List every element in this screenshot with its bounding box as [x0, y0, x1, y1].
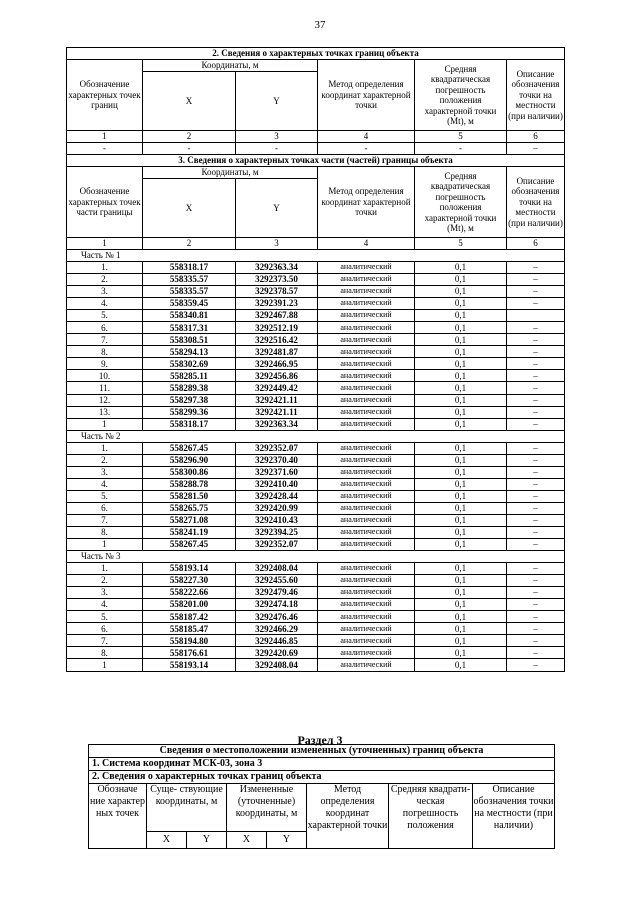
x-coord: 558185.47 [143, 623, 236, 635]
point-id: 7. [67, 635, 143, 647]
point-id: 1. [67, 442, 143, 454]
y-coord: 3292391.23 [236, 298, 318, 310]
x-coord: 558318.17 [143, 262, 236, 274]
table-row [67, 526, 565, 538]
column-numbers-row: 1 2 3 4 5 6 [67, 131, 565, 143]
y-coord: 3292428.44 [236, 490, 318, 502]
point-id: 5. [67, 490, 143, 502]
accuracy: 0,1 [415, 358, 507, 370]
x-coord: 558267.45 [143, 442, 236, 454]
points-table [66, 47, 565, 672]
table-row [67, 382, 565, 394]
accuracy: 0,1 [415, 310, 507, 322]
point-id: 6. [67, 322, 143, 334]
description: – [507, 334, 565, 346]
x-coord: 558297.38 [143, 394, 236, 406]
description: – [507, 502, 565, 514]
y-coord: 3292467.88 [236, 310, 318, 322]
accuracy: 0,1 [415, 647, 507, 659]
accuracy: 0,1 [415, 466, 507, 478]
column-numbers-row-2: 1 2 3 4 5 6 [67, 238, 565, 250]
part-label: Часть № 1 [67, 250, 565, 262]
y-coord: 3292455.60 [236, 575, 318, 587]
y-coord: 3292420.69 [236, 647, 318, 659]
header-description-3: Описание обозначения точки на местности (при наличии) [473, 784, 555, 849]
changed-boundaries-title: Сведения о местоположении измененных (уточненных) границ объекта [89, 745, 555, 758]
x-coord: 558241.19 [143, 526, 236, 538]
header-method-2: Метод определения координат характерной точки [318, 167, 415, 238]
method: аналитический [318, 298, 415, 310]
accuracy: 0,1 [415, 563, 507, 575]
method: аналитический [318, 310, 415, 322]
y-coord: 3292512.19 [236, 322, 318, 334]
accuracy: 0,1 [415, 370, 507, 382]
point-id: 4. [67, 599, 143, 611]
table-row [67, 298, 565, 310]
description: – [507, 298, 565, 310]
accuracy: 0,1 [415, 406, 507, 418]
point-id: 8. [67, 647, 143, 659]
table-row [67, 334, 565, 346]
table-row [67, 478, 565, 490]
header-point-label-3: Обозначе ние характер ных точек [89, 784, 147, 849]
part-row [67, 551, 565, 563]
header-existing-x: X [147, 832, 187, 849]
description: – [507, 418, 565, 430]
description: – [507, 623, 565, 635]
description: – [507, 635, 565, 647]
x-coord: 558227.30 [143, 575, 236, 587]
description: – [507, 478, 565, 490]
description: – [507, 370, 565, 382]
table-row [67, 322, 565, 334]
x-coord: 558201.00 [143, 599, 236, 611]
accuracy: 0,1 [415, 599, 507, 611]
x-coord: 558300.86 [143, 466, 236, 478]
table-row [67, 514, 565, 526]
y-coord: 3292474.18 [236, 599, 318, 611]
x-coord: 558359.45 [143, 298, 236, 310]
header-part-point-label: Обозначение характерных точек части границы [67, 167, 143, 238]
x-coord: 558340.81 [143, 310, 236, 322]
description: – [507, 442, 565, 454]
coordinate-system: 1. Система координат МСК-03, зона 3 [89, 758, 555, 771]
accuracy: 0,1 [415, 442, 507, 454]
y-coord: 3292352.07 [236, 539, 318, 551]
y-coord: 3292378.57 [236, 286, 318, 298]
accuracy: 0,1 [415, 575, 507, 587]
method: аналитический [318, 382, 415, 394]
description [507, 310, 565, 322]
x-coord: 558296.90 [143, 454, 236, 466]
y-coord: 3292410.40 [236, 478, 318, 490]
accuracy: 0,1 [415, 623, 507, 635]
accuracy: 0,1 [415, 478, 507, 490]
x-coord: 558285.11 [143, 370, 236, 382]
method: аналитический [318, 575, 415, 587]
method: аналитический [318, 502, 415, 514]
x-coord: 558289.38 [143, 382, 236, 394]
point-id: 2. [67, 575, 143, 587]
y-coord: 3292363.34 [236, 418, 318, 430]
description: – [507, 382, 565, 394]
point-id: 4. [67, 298, 143, 310]
y-coord: 3292516.42 [236, 334, 318, 346]
point-id: 1 [67, 539, 143, 551]
header-existing-y: Y [187, 832, 227, 849]
point-id: 1 [67, 418, 143, 430]
accuracy: 0,1 [415, 298, 507, 310]
x-coord: 558187.42 [143, 611, 236, 623]
points-title: 2. Сведения о характерных точках границ объекта [89, 771, 555, 784]
x-coord: 558193.14 [143, 659, 236, 671]
method: аналитический [318, 346, 415, 358]
header-description-2: Описание обозначения точки на местности (при наличии) [507, 167, 565, 238]
method: аналитический [318, 623, 415, 635]
accuracy: 0,1 [415, 418, 507, 430]
description: – [507, 274, 565, 286]
header-method-3: Метод определения координат характерной точки [307, 784, 389, 849]
description: – [507, 599, 565, 611]
table-row [67, 563, 565, 575]
table-row [67, 466, 565, 478]
description: – [507, 262, 565, 274]
table-row [67, 370, 565, 382]
x-coord: 558267.45 [143, 539, 236, 551]
description: – [507, 587, 565, 599]
x-coord: 558281.50 [143, 490, 236, 502]
method: аналитический [318, 406, 415, 418]
accuracy: 0,1 [415, 346, 507, 358]
point-id: 4. [67, 478, 143, 490]
description: – [507, 406, 565, 418]
method: аналитический [318, 286, 415, 298]
method: аналитический [318, 394, 415, 406]
header-y-2: Y [236, 179, 318, 238]
header-coordinates: Координаты, м [143, 60, 318, 72]
x-coord: 558317.31 [143, 322, 236, 334]
method: аналитический [318, 563, 415, 575]
table-row [67, 394, 565, 406]
y-coord: 3292373.50 [236, 274, 318, 286]
description: – [507, 454, 565, 466]
point-id: 9. [67, 358, 143, 370]
table-row [67, 635, 565, 647]
x-coord: 558318.17 [143, 418, 236, 430]
section3-title: 3. Сведения о характерных точках части (частей) границы объекта [67, 155, 565, 167]
x-coord: 558288.78 [143, 478, 236, 490]
empty-points-row: - - - - - – [67, 143, 565, 155]
y-coord: 3292466.95 [236, 358, 318, 370]
header-accuracy-3: Средняя квадрати- ческая погрешность положения [389, 784, 473, 849]
accuracy: 0,1 [415, 587, 507, 599]
table-row [67, 274, 565, 286]
header-changed-x: X [227, 832, 267, 849]
table-row [67, 623, 565, 635]
header-coordinates-2: Координаты, м [143, 167, 318, 179]
y-coord: 3292421.11 [236, 406, 318, 418]
method: аналитический [318, 599, 415, 611]
changed-boundaries-table [88, 744, 555, 849]
x-coord: 558294.13 [143, 346, 236, 358]
accuracy: 0,1 [415, 322, 507, 334]
header-accuracy-2: Средняя квадратическая погрешность положения характерной точки (Mt), м [415, 167, 507, 238]
method: аналитический [318, 611, 415, 623]
y-coord: 3292481.87 [236, 346, 318, 358]
header-description: Описание обозначения точки на местности (при наличии) [507, 60, 565, 131]
x-coord: 558271.08 [143, 514, 236, 526]
description: – [507, 322, 565, 334]
method: аналитический [318, 334, 415, 346]
y-coord: 3292408.04 [236, 659, 318, 671]
method: аналитический [318, 647, 415, 659]
section2-title: 2. Сведения о характерных точках границ объекта [67, 48, 565, 60]
point-id: 10. [67, 370, 143, 382]
y-coord: 3292370.40 [236, 454, 318, 466]
description: – [507, 563, 565, 575]
accuracy: 0,1 [415, 635, 507, 647]
accuracy: 0,1 [415, 526, 507, 538]
x-coord: 558335.57 [143, 286, 236, 298]
description: – [507, 514, 565, 526]
point-id: 1. [67, 262, 143, 274]
method: аналитический [318, 659, 415, 671]
accuracy: 0,1 [415, 659, 507, 671]
point-id: 3. [67, 587, 143, 599]
table-row [67, 406, 565, 418]
description: – [507, 346, 565, 358]
x-coord: 558299.36 [143, 406, 236, 418]
table-row [67, 358, 565, 370]
x-coord: 558176.61 [143, 647, 236, 659]
description: – [507, 526, 565, 538]
y-coord: 3292479.46 [236, 587, 318, 599]
point-id: 1. [67, 563, 143, 575]
page-number: 37 [314, 19, 326, 31]
header-method: Метод определения координат характерной точки [318, 60, 415, 131]
table-row [67, 539, 565, 551]
x-coord: 558194.80 [143, 635, 236, 647]
table-row [67, 346, 565, 358]
accuracy: 0,1 [415, 514, 507, 526]
method: аналитический [318, 442, 415, 454]
method: аналитический [318, 490, 415, 502]
accuracy: 0,1 [415, 539, 507, 551]
point-id: 3. [67, 466, 143, 478]
method: аналитический [318, 466, 415, 478]
x-coord: 558222.66 [143, 587, 236, 599]
table-row [67, 490, 565, 502]
part-row [67, 430, 565, 442]
description: – [507, 611, 565, 623]
accuracy: 0,1 [415, 334, 507, 346]
point-id: 5. [67, 611, 143, 623]
description: – [507, 539, 565, 551]
y-coord: 3292352.07 [236, 442, 318, 454]
point-id: 12. [67, 394, 143, 406]
point-id: 1 [67, 659, 143, 671]
y-coord: 3292446.85 [236, 635, 318, 647]
part-label: Часть № 3 [67, 551, 565, 563]
point-id: 8. [67, 526, 143, 538]
table-row [67, 286, 565, 298]
x-coord: 558265.75 [143, 502, 236, 514]
description: – [507, 490, 565, 502]
accuracy: 0,1 [415, 502, 507, 514]
table-row [67, 659, 565, 671]
accuracy: 0,1 [415, 490, 507, 502]
table-row [67, 454, 565, 466]
method: аналитический [318, 358, 415, 370]
header-accuracy: Средняя квадратическая погрешность положения характерной точки (Mt), м [415, 60, 507, 131]
point-id: 11. [67, 382, 143, 394]
header-y: Y [236, 72, 318, 131]
table-row [67, 587, 565, 599]
description: – [507, 466, 565, 478]
point-id: 6. [67, 502, 143, 514]
point-id: 3. [67, 286, 143, 298]
table-row [67, 599, 565, 611]
part-row [67, 250, 565, 262]
table-row [67, 647, 565, 659]
x-coord: 558335.57 [143, 274, 236, 286]
x-coord: 558308.51 [143, 334, 236, 346]
header-existing-coords: Суще- ствующие координаты, м [147, 784, 227, 832]
table-row [67, 502, 565, 514]
point-id: 6. [67, 623, 143, 635]
y-coord: 3292394.25 [236, 526, 318, 538]
table-row [67, 575, 565, 587]
x-coord: 558302.69 [143, 358, 236, 370]
method: аналитический [318, 418, 415, 430]
method: аналитический [318, 526, 415, 538]
y-coord: 3292420.99 [236, 502, 318, 514]
y-coord: 3292476.46 [236, 611, 318, 623]
table-row [67, 262, 565, 274]
point-id: 7. [67, 514, 143, 526]
method: аналитический [318, 262, 415, 274]
accuracy: 0,1 [415, 611, 507, 623]
point-id: 8. [67, 346, 143, 358]
y-coord: 3292410.43 [236, 514, 318, 526]
point-id: 13. [67, 406, 143, 418]
section-heading: Раздел 3 [297, 733, 343, 747]
method: аналитический [318, 635, 415, 647]
method: аналитический [318, 322, 415, 334]
table-row [67, 442, 565, 454]
accuracy: 0,1 [415, 382, 507, 394]
description: – [507, 575, 565, 587]
header-point-label: Обозначение характерных точек границ [67, 60, 143, 131]
description: – [507, 394, 565, 406]
description: – [507, 286, 565, 298]
y-coord: 3292363.34 [236, 262, 318, 274]
y-coord: 3292371.60 [236, 466, 318, 478]
point-id: 7. [67, 334, 143, 346]
method: аналитический [318, 454, 415, 466]
accuracy: 0,1 [415, 262, 507, 274]
header-x: X [143, 72, 236, 131]
method: аналитический [318, 514, 415, 526]
point-id: 2. [67, 454, 143, 466]
description: – [507, 659, 565, 671]
accuracy: 0,1 [415, 274, 507, 286]
point-id: 2. [67, 274, 143, 286]
x-coord: 558193.14 [143, 563, 236, 575]
header-changed-y: Y [267, 832, 307, 849]
method: аналитический [318, 274, 415, 286]
method: аналитический [318, 587, 415, 599]
method: аналитический [318, 370, 415, 382]
method: аналитический [318, 539, 415, 551]
point-id: 5. [67, 310, 143, 322]
accuracy: 0,1 [415, 394, 507, 406]
part-label: Часть № 2 [67, 430, 565, 442]
method: аналитический [318, 478, 415, 490]
table-row [67, 418, 565, 430]
header-x-2: X [143, 179, 236, 238]
description: – [507, 647, 565, 659]
description: – [507, 358, 565, 370]
y-coord: 3292408.04 [236, 563, 318, 575]
y-coord: 3292421.11 [236, 394, 318, 406]
y-coord: 3292449.42 [236, 382, 318, 394]
y-coord: 3292466.29 [236, 623, 318, 635]
table-row [67, 310, 565, 322]
accuracy: 0,1 [415, 286, 507, 298]
accuracy: 0,1 [415, 454, 507, 466]
header-changed-coords: Измененные (уточненные) координаты, м [227, 784, 307, 832]
table-row [67, 611, 565, 623]
y-coord: 3292456.86 [236, 370, 318, 382]
